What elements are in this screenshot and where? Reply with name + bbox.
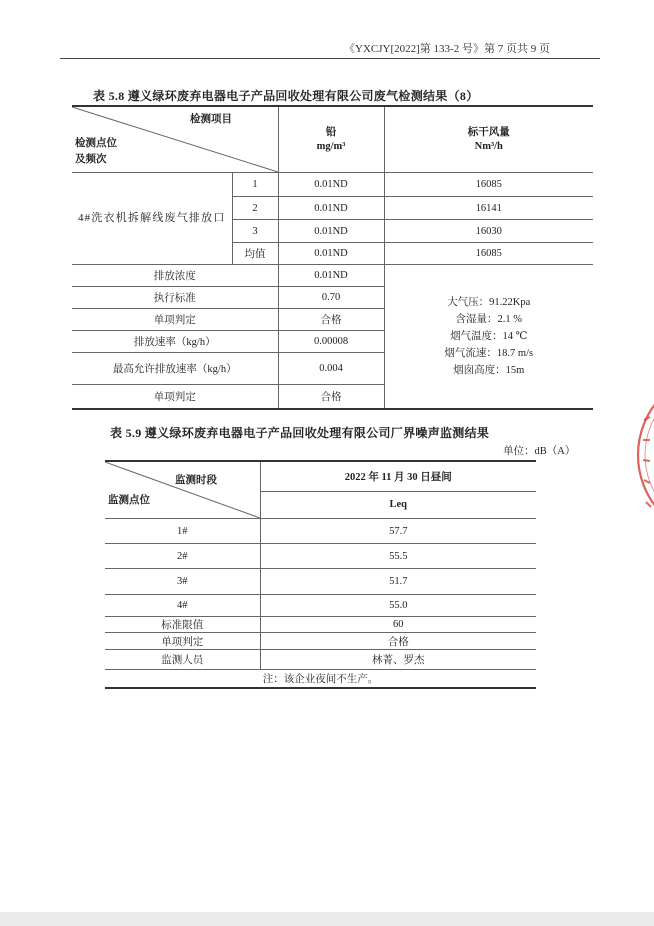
noise-table: [105, 460, 536, 689]
lead-cell: 0.01ND: [278, 220, 384, 243]
exhaust-gas-table: [72, 105, 593, 410]
limit-value: 60: [260, 617, 536, 633]
lead-cell: 0.01ND: [278, 173, 384, 197]
summary-value: 0.01ND: [278, 265, 384, 287]
condition-pressure: 大气压：91.22Kpa: [447, 296, 531, 308]
frequency-cell: 3: [232, 220, 278, 243]
condition-temperature: 烟气温度：14 ℃: [450, 330, 528, 342]
table-row: [105, 569, 536, 595]
table-row: [105, 544, 536, 569]
viewer-bottom-bar: [0, 912, 654, 926]
table-row: [72, 173, 593, 197]
frequency-cell: 2: [232, 197, 278, 220]
header-test-item: 检测项目: [190, 114, 232, 125]
judgement-label: 单项判定: [105, 633, 260, 650]
table-row: [105, 595, 536, 617]
value-cell: 57.7: [260, 519, 536, 544]
summary-label: 排放浓度: [72, 265, 278, 287]
summary-value: 0.70: [278, 287, 384, 309]
summary-value: 0.004: [278, 353, 384, 385]
table-5-9-title: 表 5.9 遵义绿环废弃电器电子产品回收处理有限公司厂界噪声监测结果: [110, 426, 490, 440]
stack-conditions: [384, 265, 593, 409]
condition-stack-height: 烟囱高度：15m: [453, 364, 525, 376]
summary-value: 合格: [278, 385, 384, 409]
diagonal-header-cell: [72, 106, 278, 173]
header-rule: [60, 58, 600, 59]
limit-label: 标准限值: [105, 617, 260, 633]
metric-cell: Leq: [260, 491, 536, 518]
header-location: 检测点位: [75, 138, 117, 149]
mean-flow: 16085: [384, 243, 593, 265]
staff-row: [105, 650, 536, 670]
point-cell: 3#: [105, 569, 260, 595]
condition-velocity: 烟气流速：18.7 m/s: [444, 347, 534, 359]
flow-cell: 16141: [384, 197, 593, 220]
table-note: 注：该企业夜间不生产。: [105, 670, 536, 688]
table-row: [105, 519, 536, 544]
summary-row: [72, 265, 593, 287]
table-header-row: [72, 106, 593, 173]
diagonal-line: [105, 462, 260, 518]
stamp-fragment: [630, 380, 654, 530]
limit-row: [105, 617, 536, 633]
sampling-location: 4#洗衣机拆解线废气排放口: [72, 173, 232, 265]
header-flow: [384, 106, 593, 173]
summary-value: 合格: [278, 309, 384, 331]
point-cell: 2#: [105, 544, 260, 569]
summary-label: 执行标准: [72, 287, 278, 309]
summary-label: 单项判定: [72, 385, 278, 409]
table-5-8-title: 表 5.8 遵义绿环废弃电器电子产品回收处理有限公司废气检测结果（8）: [93, 89, 479, 103]
value-cell: 55.0: [260, 595, 536, 617]
lead-cell: 0.01ND: [278, 197, 384, 220]
flow-cell: 16030: [384, 220, 593, 243]
staff-label: 监测人员: [105, 650, 260, 670]
mean-lead: 0.01ND: [278, 243, 384, 265]
summary-label: 单项判定: [72, 309, 278, 331]
header-lead: [278, 106, 384, 173]
mean-label: 均值: [232, 243, 278, 265]
note-row: [105, 670, 536, 688]
summary-label: 排放速率（kg/h）: [72, 331, 278, 353]
frequency-cell: 1: [232, 173, 278, 197]
point-cell: 4#: [105, 595, 260, 617]
flow-unit: Nm³/h: [474, 140, 503, 152]
period-cell: 2022 年 11 月 30 日昼间: [260, 461, 536, 491]
value-cell: 51.7: [260, 569, 536, 595]
judgement-value: 合格: [260, 633, 536, 650]
value-cell: 55.5: [260, 544, 536, 569]
summary-value: 0.00008: [278, 331, 384, 353]
header-point: 监测点位: [108, 495, 150, 506]
point-cell: 1#: [105, 519, 260, 544]
header-period: 监测时段: [175, 475, 217, 486]
diagonal-header-cell: [105, 461, 260, 519]
flow-name: 标干风量: [467, 126, 510, 138]
staff-value: 林菁、罗杰: [260, 650, 536, 670]
summary-label: 最高允许排放速率（kg/h）: [72, 353, 278, 385]
unit-label: 单位：dB（A）: [503, 446, 576, 457]
document-reference: 《YXCJY[2022]第 133-2 号》第 7 页共 9 页: [344, 43, 550, 55]
condition-humidity: 含湿量：2.1 %: [455, 313, 522, 325]
lead-name: 铅: [325, 126, 337, 138]
table-header-row: [105, 461, 536, 491]
header-frequency: 及频次: [75, 154, 107, 165]
flow-cell: 16085: [384, 173, 593, 197]
lead-unit: mg/m³: [316, 140, 346, 152]
judgement-row: [105, 633, 536, 650]
